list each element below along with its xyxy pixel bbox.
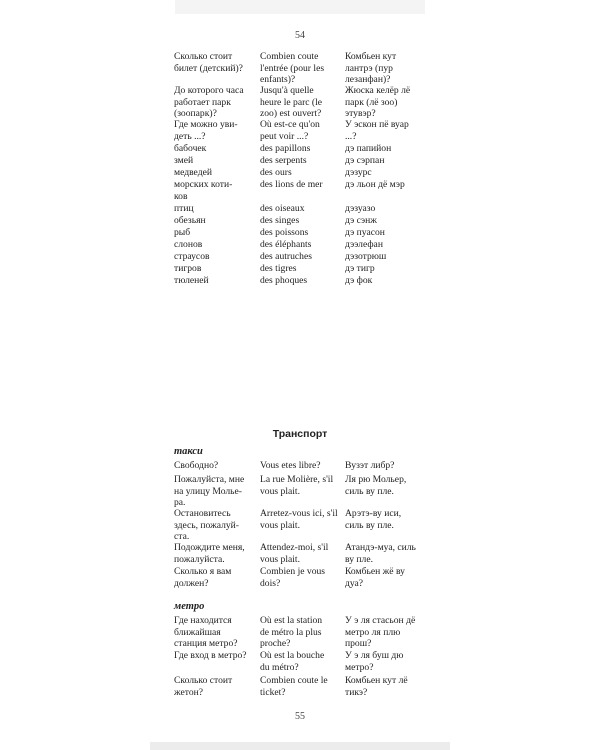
russian-phrase: Подождите меня, пожалуйста. (174, 542, 245, 565)
french-phrase: des phoques (260, 275, 308, 286)
russian-phrase: Где можно уви- деть ...? (174, 119, 238, 142)
transcription: дэ сэнж (345, 215, 377, 226)
french-phrase: Attendez-moi, s'il vous plait. (260, 542, 329, 565)
russian-phrase: страусов (174, 251, 210, 262)
transcription: Комбьен кут лантрэ (пур лезанфан)? (345, 51, 397, 85)
transcription: дэ тигр (345, 263, 375, 274)
french-phrase: Combien coute le ticket? (260, 675, 328, 698)
bottom-page-edge (150, 742, 450, 750)
french-phrase: des ours (260, 167, 292, 178)
russian-phrase: тигров (174, 263, 202, 274)
russian-phrase: Где вход в метро? (174, 650, 247, 661)
page-number-top: 54 (295, 30, 305, 41)
french-phrase: des tigres (260, 263, 297, 274)
french-phrase: Combien je vous dois? (260, 566, 326, 589)
transcription: дэ пуасон (345, 227, 385, 238)
subsection-heading-metro: метро (174, 601, 205, 612)
transcription: Атандэ-муа, силь ву пле. (345, 542, 416, 565)
section-title-transport: Транспорт (272, 428, 328, 440)
page-number-bottom: 55 (295, 711, 305, 722)
russian-phrase: змей (174, 155, 194, 166)
french-phrase: des singes (260, 215, 300, 226)
french-phrase: Où est la bouche du métro? (260, 650, 325, 673)
russian-phrase: До которого часа работает парк (зоопарк)? (174, 85, 244, 119)
subsection-heading-taxi: такси (174, 446, 203, 457)
transcription: Арэтэ-ву иси, силь ву пле. (345, 508, 402, 531)
french-phrase: Combien coute l'entrée (pour les enfants)? (260, 51, 325, 85)
russian-phrase: тюленей (174, 275, 209, 286)
transcription: Комбьен кут лё тикэ? (345, 675, 408, 698)
french-phrase: des poissons (260, 227, 309, 238)
french-phrase: Vous etes libre? (260, 460, 321, 471)
transcription: дээлефан (345, 239, 383, 250)
russian-phrase: слонов (174, 239, 203, 250)
russian-phrase: Свободно? (174, 460, 219, 471)
french-phrase: des éléphants (260, 239, 312, 250)
french-phrase: Où est-ce qu'on peut voir ...? (260, 119, 320, 142)
russian-phrase: Где находится ближайшая станция метро? (174, 615, 238, 649)
french-phrase: des autruches (260, 251, 312, 262)
transcription: Вузэт либр? (345, 460, 395, 471)
transcription: У эскон пё вуар ...? (345, 119, 409, 142)
transcription: У э ля стасьон дё метро ля плю прош? (345, 615, 416, 649)
russian-phrase: бабочек (174, 143, 207, 154)
french-phrase: La rue Molière, s'il vous plait. (260, 474, 334, 497)
french-phrase: des papillons (260, 143, 311, 154)
russian-phrase: морских коти- ков (174, 179, 233, 202)
russian-phrase: Остановитесь здесь, пожалуй- ста. (174, 508, 240, 542)
russian-phrase: рыб (174, 227, 191, 238)
transcription: Жюска келёр лё парк (лё зоо) этувэр? (345, 85, 411, 119)
russian-phrase: Пожалуйста, мне на улицу Молье- ра. (174, 474, 245, 508)
french-phrase: des serpents (260, 155, 307, 166)
transcription: дэзурс (345, 167, 372, 178)
top-page-edge (175, 0, 425, 14)
transcription: Комбьен жё ву дуа? (345, 566, 405, 589)
transcription: дэзотрюш (345, 251, 387, 262)
transcription: дэ сэрпан (345, 155, 385, 166)
russian-phrase: медведей (174, 167, 212, 178)
french-phrase: Jusqu'à quelle heure le parc (le zoo) est ouvert? (260, 85, 323, 119)
transcription: У э ля буш дю метро? (345, 650, 404, 673)
russian-phrase: птиц (174, 203, 194, 214)
french-phrase: Où est la station de métro la plus proche? (260, 615, 323, 649)
transcription: дэзуазо (345, 203, 376, 214)
transcription: Ля рю Мольер, силь ву пле. (345, 474, 407, 497)
russian-phrase: Сколько я вам должен? (174, 566, 232, 589)
transcription: дэ льон дё мэр (345, 179, 405, 190)
transcription: дэ папийон (345, 143, 392, 154)
russian-phrase: Сколько стоит жетон? (174, 675, 233, 698)
french-phrase: des oiseaux (260, 203, 305, 214)
french-phrase: des lions de mer (260, 179, 323, 190)
russian-phrase: обезьян (174, 215, 206, 226)
french-phrase: Arretez-vous ici, s'il vous plait. (260, 508, 338, 531)
russian-phrase: Сколько стоит билет (детский)? (174, 51, 243, 74)
transcription: дэ фок (345, 275, 373, 286)
